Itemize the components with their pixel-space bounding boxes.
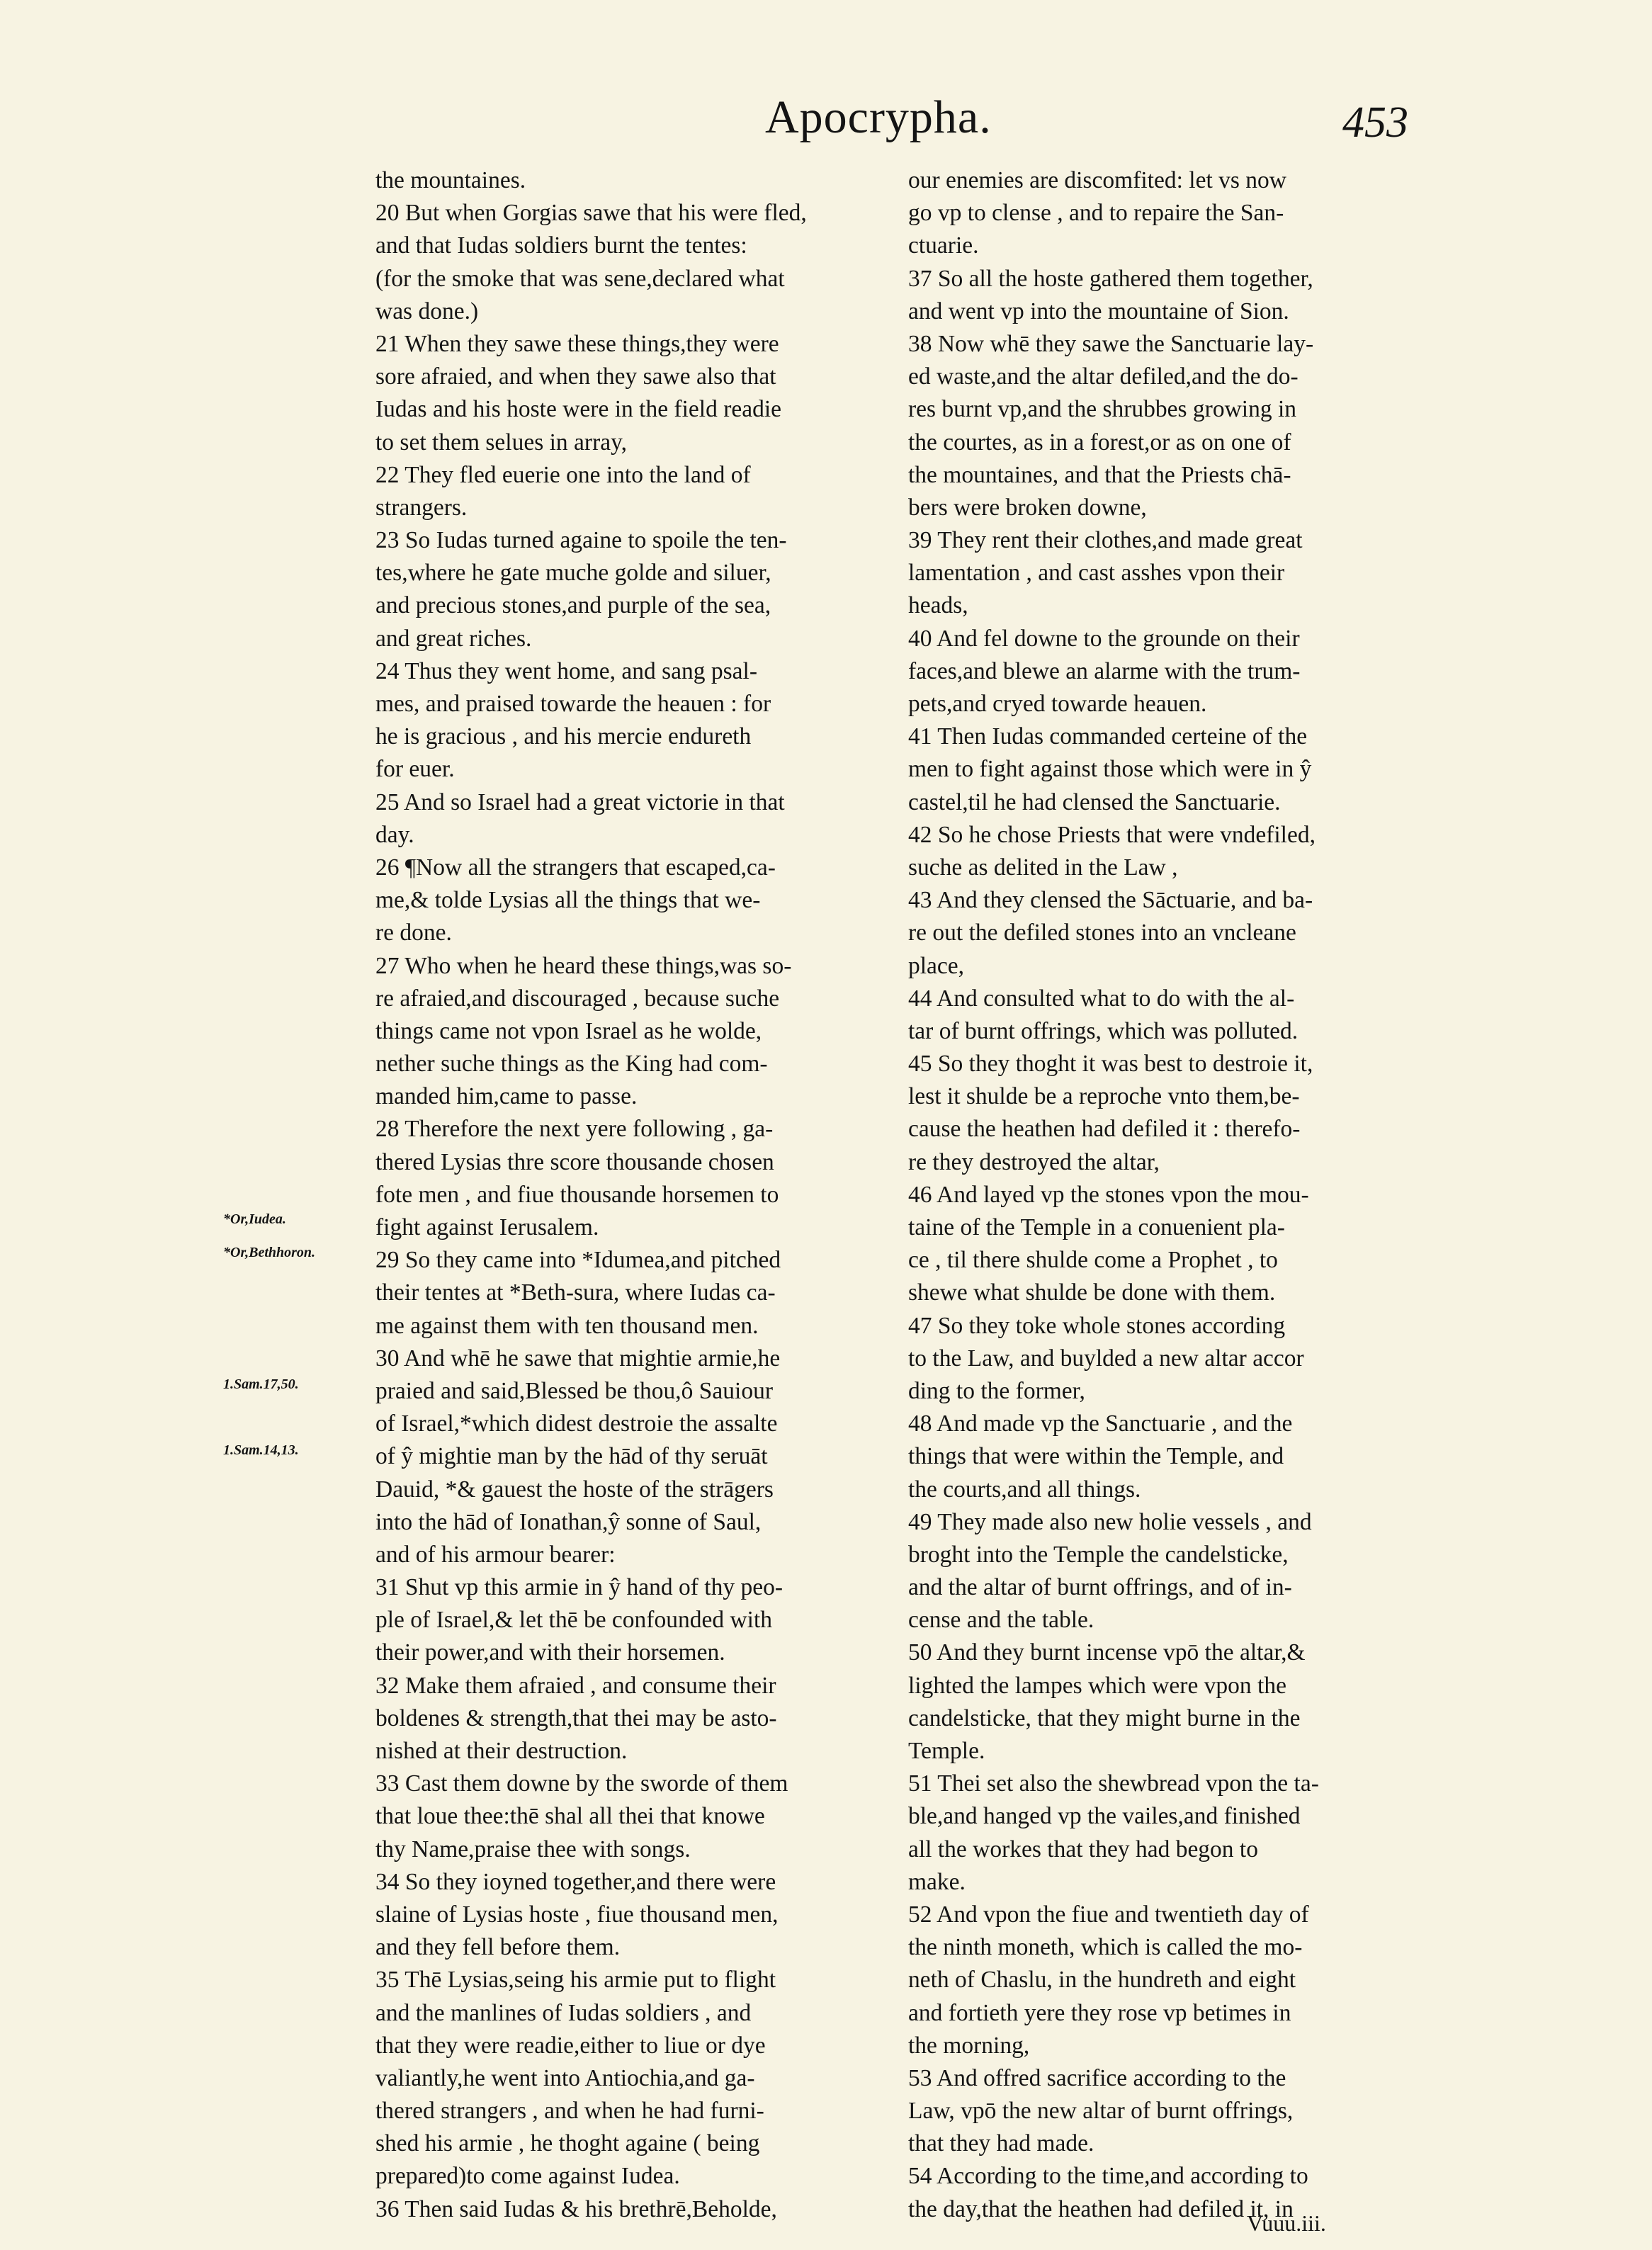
left-text-column bbox=[375, 164, 914, 2226]
text-line: 52 And vpon the fiue and twentieth day of bbox=[908, 1901, 1309, 1928]
text-line: 46 And layed vp the stones vpon the mou- bbox=[908, 1181, 1309, 1208]
text-line: all the workes that they had begon to bbox=[908, 1836, 1258, 1862]
text-line: thy Name,praise thee with songs. bbox=[375, 1836, 691, 1862]
text-line: fote men , and fiue thousande horsemen to bbox=[375, 1181, 779, 1208]
text-line: was done.) bbox=[375, 298, 479, 324]
text-line: things came not vpon Israel as he wolde, bbox=[375, 1017, 762, 1044]
text-line: 49 They made also new holie vessels , and bbox=[908, 1508, 1312, 1535]
text-line: that they had made. bbox=[908, 2130, 1094, 2157]
text-line: 41 Then Iudas commanded certeine of the bbox=[908, 723, 1308, 750]
text-line: ed waste,and the altar defiled,and the do- bbox=[908, 363, 1299, 390]
text-line: and of his armour bearer: bbox=[375, 1541, 616, 1568]
text-line: place, bbox=[908, 952, 965, 979]
text-line: 50 And they burnt incense vpō the altar,& bbox=[908, 1639, 1306, 1666]
text-line: ple of Israel,& let thē be confounded with bbox=[375, 1607, 773, 1634]
text-line: to the Law, and buylded a new altar accor bbox=[908, 1345, 1304, 1372]
text-line: and that Iudas soldiers burnt the tentes: bbox=[375, 232, 747, 259]
margin-note: 1.Sam.14,13. bbox=[223, 1442, 299, 1458]
text-line: fight against Ierusalem. bbox=[375, 1214, 599, 1240]
text-line: Dauid, *& gauest the hoste of the strāgers bbox=[375, 1476, 774, 1503]
text-line: that loue thee:thē shal all thei that knowe bbox=[375, 1803, 765, 1830]
text-line: shewe what shulde be done with them. bbox=[908, 1279, 1276, 1306]
text-line: and the manlines of Iudas soldiers , and bbox=[375, 1999, 752, 2026]
text-line: strangers. bbox=[375, 494, 468, 521]
text-line: valiantly,he went into Antiochia,and ga- bbox=[375, 2064, 755, 2091]
text-line: and great riches. bbox=[375, 625, 532, 652]
text-line: Iudas and his hoste were in the field readie bbox=[375, 396, 782, 423]
text-line: the courts,and all things. bbox=[908, 1476, 1141, 1503]
text-line: ding to the former, bbox=[908, 1377, 1085, 1404]
text-line: re afraied,and discouraged , because suche bbox=[375, 985, 780, 1012]
text-line: me against them with ten thousand men. bbox=[375, 1312, 759, 1339]
text-line: prepared)to come against Iudea. bbox=[375, 2163, 680, 2190]
text-line: cense and the table. bbox=[908, 1607, 1094, 1634]
text-line: 48 And made vp the Sanctuarie , and the bbox=[908, 1411, 1293, 1437]
text-line: manded him,came to passe. bbox=[375, 1083, 638, 1110]
text-line: men to fight against those which were in ŷ bbox=[908, 756, 1312, 783]
text-line: their tentes at *Beth-sura, where Iudas ca- bbox=[375, 1279, 776, 1306]
text-line: go vp to clense , and to repaire the San- bbox=[908, 200, 1284, 227]
text-line: 22 They fled euerie one into the land of bbox=[375, 461, 751, 488]
text-line: praied and said,Blessed be thou,ô Sauiour bbox=[375, 1377, 774, 1404]
text-line: the ninth moneth, which is called the mo- bbox=[908, 1934, 1303, 1961]
text-line: 24 Thus they went home, and sang psal- bbox=[375, 657, 758, 684]
text-line: lighted the lampes which were vpon the bbox=[908, 1672, 1286, 1699]
text-line: things that were within the Temple, and bbox=[908, 1443, 1284, 1470]
margin-note: *Or,Bethhoron. bbox=[223, 1245, 316, 1260]
text-line: of ŷ mightie man by the hād of thy seruāt bbox=[375, 1443, 768, 1470]
text-line: heads, bbox=[908, 592, 968, 619]
text-line: 27 Who when he heard these things,was so- bbox=[375, 952, 792, 979]
text-line: our enemies are discomfited: let vs now bbox=[908, 167, 1286, 193]
text-line: suche as delited in the Law , bbox=[908, 854, 1178, 881]
signature-mark: Vuuu.iii. bbox=[1247, 2210, 1326, 2236]
text-line: 40 And fel downe to the grounde on their bbox=[908, 625, 1300, 652]
text-line: taine of the Temple in a conuenient pla- bbox=[908, 1214, 1285, 1240]
text-line: that they were readie,either to liue or dye bbox=[375, 2032, 766, 2059]
text-line: 34 So they ioyned together,and there were bbox=[375, 1868, 776, 1895]
text-line: castel,til he had clensed the Sanctuarie. bbox=[908, 788, 1281, 815]
text-line: me,& tolde Lysias all the things that we- bbox=[375, 887, 761, 914]
text-line: res burnt vp,and the shrubbes growing in bbox=[908, 396, 1297, 423]
text-line: mes, and praised towarde the heauen : for bbox=[375, 691, 771, 717]
text-line: 23 So Iudas turned againe to spoile the ten- bbox=[375, 527, 787, 554]
text-line: and fortieth yere they rose vp betimes in bbox=[908, 1999, 1291, 2026]
text-line: (for the smoke that was sene,declared what bbox=[375, 265, 785, 292]
text-line: and they fell before them. bbox=[375, 1934, 621, 1961]
text-line: 20 But when Gorgias sawe that his were fled, bbox=[375, 200, 807, 227]
margin-note: *Or,Iudea. bbox=[223, 1211, 286, 1227]
text-line: cause the heathen had defiled it : therefo- bbox=[908, 1116, 1301, 1143]
text-line: thered Lysias thre score thousande chosen bbox=[375, 1148, 774, 1175]
text-line: ce , til there shulde come a Prophet , to bbox=[908, 1247, 1278, 1274]
text-line: slaine of Lysias hoste , fiue thousand men, bbox=[375, 1901, 779, 1928]
text-line: 51 Thei set also the shewbread vpon the ta- bbox=[908, 1770, 1319, 1797]
text-line: 54 According to the time,and according to bbox=[908, 2163, 1308, 2190]
text-line: the morning, bbox=[908, 2032, 1030, 2059]
text-line: day. bbox=[375, 821, 414, 848]
text-line: the mountaines. bbox=[375, 167, 526, 193]
text-line: pets,and cryed towarde heauen. bbox=[908, 691, 1207, 717]
text-line: tar of burnt offrings, which was polluted. bbox=[908, 1017, 1299, 1044]
text-line: 38 Now whē they sawe the Sanctuarie lay- bbox=[908, 330, 1314, 357]
text-line: lest it shulde be a reproche vnto them,be- bbox=[908, 1083, 1300, 1110]
text-line: he is gracious , and his mercie endureth bbox=[375, 723, 752, 750]
text-line: 42 So he chose Priests that were vndefiled, bbox=[908, 821, 1316, 848]
text-line: the day,that the heathen had defiled it, in bbox=[908, 2195, 1294, 2222]
text-line: tes,where he gate muche golde and siluer, bbox=[375, 560, 771, 587]
text-line: 37 So all the hoste gathered them together, bbox=[908, 265, 1313, 292]
text-line: re out the defiled stones into an vncleane bbox=[908, 920, 1296, 946]
text-line: 39 They rent their clothes,and made great bbox=[908, 527, 1303, 554]
text-line: into the hād of Ionathan,ŷ sonne of Saul, bbox=[375, 1508, 762, 1535]
text-line: 31 Shut vp this armie in ŷ hand of thy peo- bbox=[375, 1574, 783, 1601]
text-line: 32 Make them afraied , and consume their bbox=[375, 1672, 776, 1699]
text-line: to set them selues in array, bbox=[375, 429, 628, 456]
text-line: broght into the Temple the candelsticke, bbox=[908, 1541, 1289, 1568]
text-line: ctuarie. bbox=[908, 232, 979, 259]
text-line: re they destroyed the altar, bbox=[908, 1148, 1160, 1175]
text-line: 33 Cast them downe by the sworde of them bbox=[375, 1770, 788, 1797]
page-number: 453 bbox=[1342, 98, 1408, 147]
text-line: 28 Therefore the next yere following , ga- bbox=[375, 1116, 774, 1143]
text-line: neth of Chaslu, in the hundreth and eight bbox=[908, 1967, 1296, 1994]
text-line: 35 Thē Lysias,seing his armie put to flight bbox=[375, 1967, 776, 1994]
text-line: 44 And consulted what to do with the al- bbox=[908, 985, 1295, 1012]
text-line: lamentation , and cast asshes vpon their bbox=[908, 560, 1285, 587]
text-line: 53 And offred sacrifice according to the bbox=[908, 2064, 1286, 2091]
text-line: 21 When they sawe these things,they were bbox=[375, 330, 779, 357]
text-line: 26 ¶Now all the strangers that escaped,ca- bbox=[375, 854, 776, 881]
text-line: Law, vpō the new altar of burnt offrings, bbox=[908, 2098, 1294, 2125]
text-line: thered strangers , and when he had furni- bbox=[375, 2098, 764, 2125]
text-line: 45 So they thoght it was best to destroie it, bbox=[908, 1051, 1313, 1078]
text-line: nether suche things as the King had com- bbox=[375, 1051, 768, 1078]
margin-note: 1.Sam.17,50. bbox=[223, 1376, 299, 1392]
text-line: re done. bbox=[375, 920, 452, 946]
text-line: their power,and with their horsemen. bbox=[375, 1639, 725, 1666]
text-line: nished at their destruction. bbox=[375, 1738, 628, 1764]
text-line: and the altar of burnt offrings, and of in- bbox=[908, 1574, 1292, 1601]
text-line: 25 And so Israel had a great victorie in that bbox=[375, 788, 785, 815]
text-line: shed his armie , he thoght againe ( being bbox=[375, 2130, 760, 2157]
text-line: bers were broken downe, bbox=[908, 494, 1147, 521]
text-line: and precious stones,and purple of the sea, bbox=[375, 592, 771, 619]
text-line: boldenes & strength,that thei may be asto- bbox=[375, 1705, 777, 1731]
text-line: of Israel,*which didest destroie the assalte bbox=[375, 1411, 778, 1437]
text-line: 30 And whē he sawe that mightie armie,he bbox=[375, 1345, 781, 1372]
text-line: 36 Then said Iudas & his brethrē,Beholde, bbox=[375, 2195, 777, 2222]
text-line: 47 So they toke whole stones according bbox=[908, 1312, 1286, 1339]
text-line: candelsticke, that they might burne in the bbox=[908, 1705, 1301, 1731]
text-line: for euer. bbox=[375, 756, 455, 783]
text-line: 29 So they came into *Idumea,and pitched bbox=[375, 1247, 781, 1274]
text-line: Temple. bbox=[908, 1738, 985, 1764]
text-line: 43 And they clensed the Sāctuarie, and ba- bbox=[908, 887, 1313, 914]
text-line: make. bbox=[908, 1868, 966, 1895]
text-line: the mountaines, and that the Priests chā- bbox=[908, 461, 1291, 488]
text-line: faces,and blewe an alarme with the trum- bbox=[908, 657, 1301, 684]
text-line: sore afraied, and when they sawe also that bbox=[375, 363, 776, 390]
right-text-column bbox=[908, 164, 1447, 2226]
text-line: ble,and hanged vp the vailes,and finished bbox=[908, 1803, 1301, 1830]
running-title: Apocrypha. bbox=[765, 91, 992, 143]
text-line: the courtes, as in a forest,or as on one of bbox=[908, 429, 1291, 456]
text-line: and went vp into the mountaine of Sion. bbox=[908, 298, 1289, 324]
